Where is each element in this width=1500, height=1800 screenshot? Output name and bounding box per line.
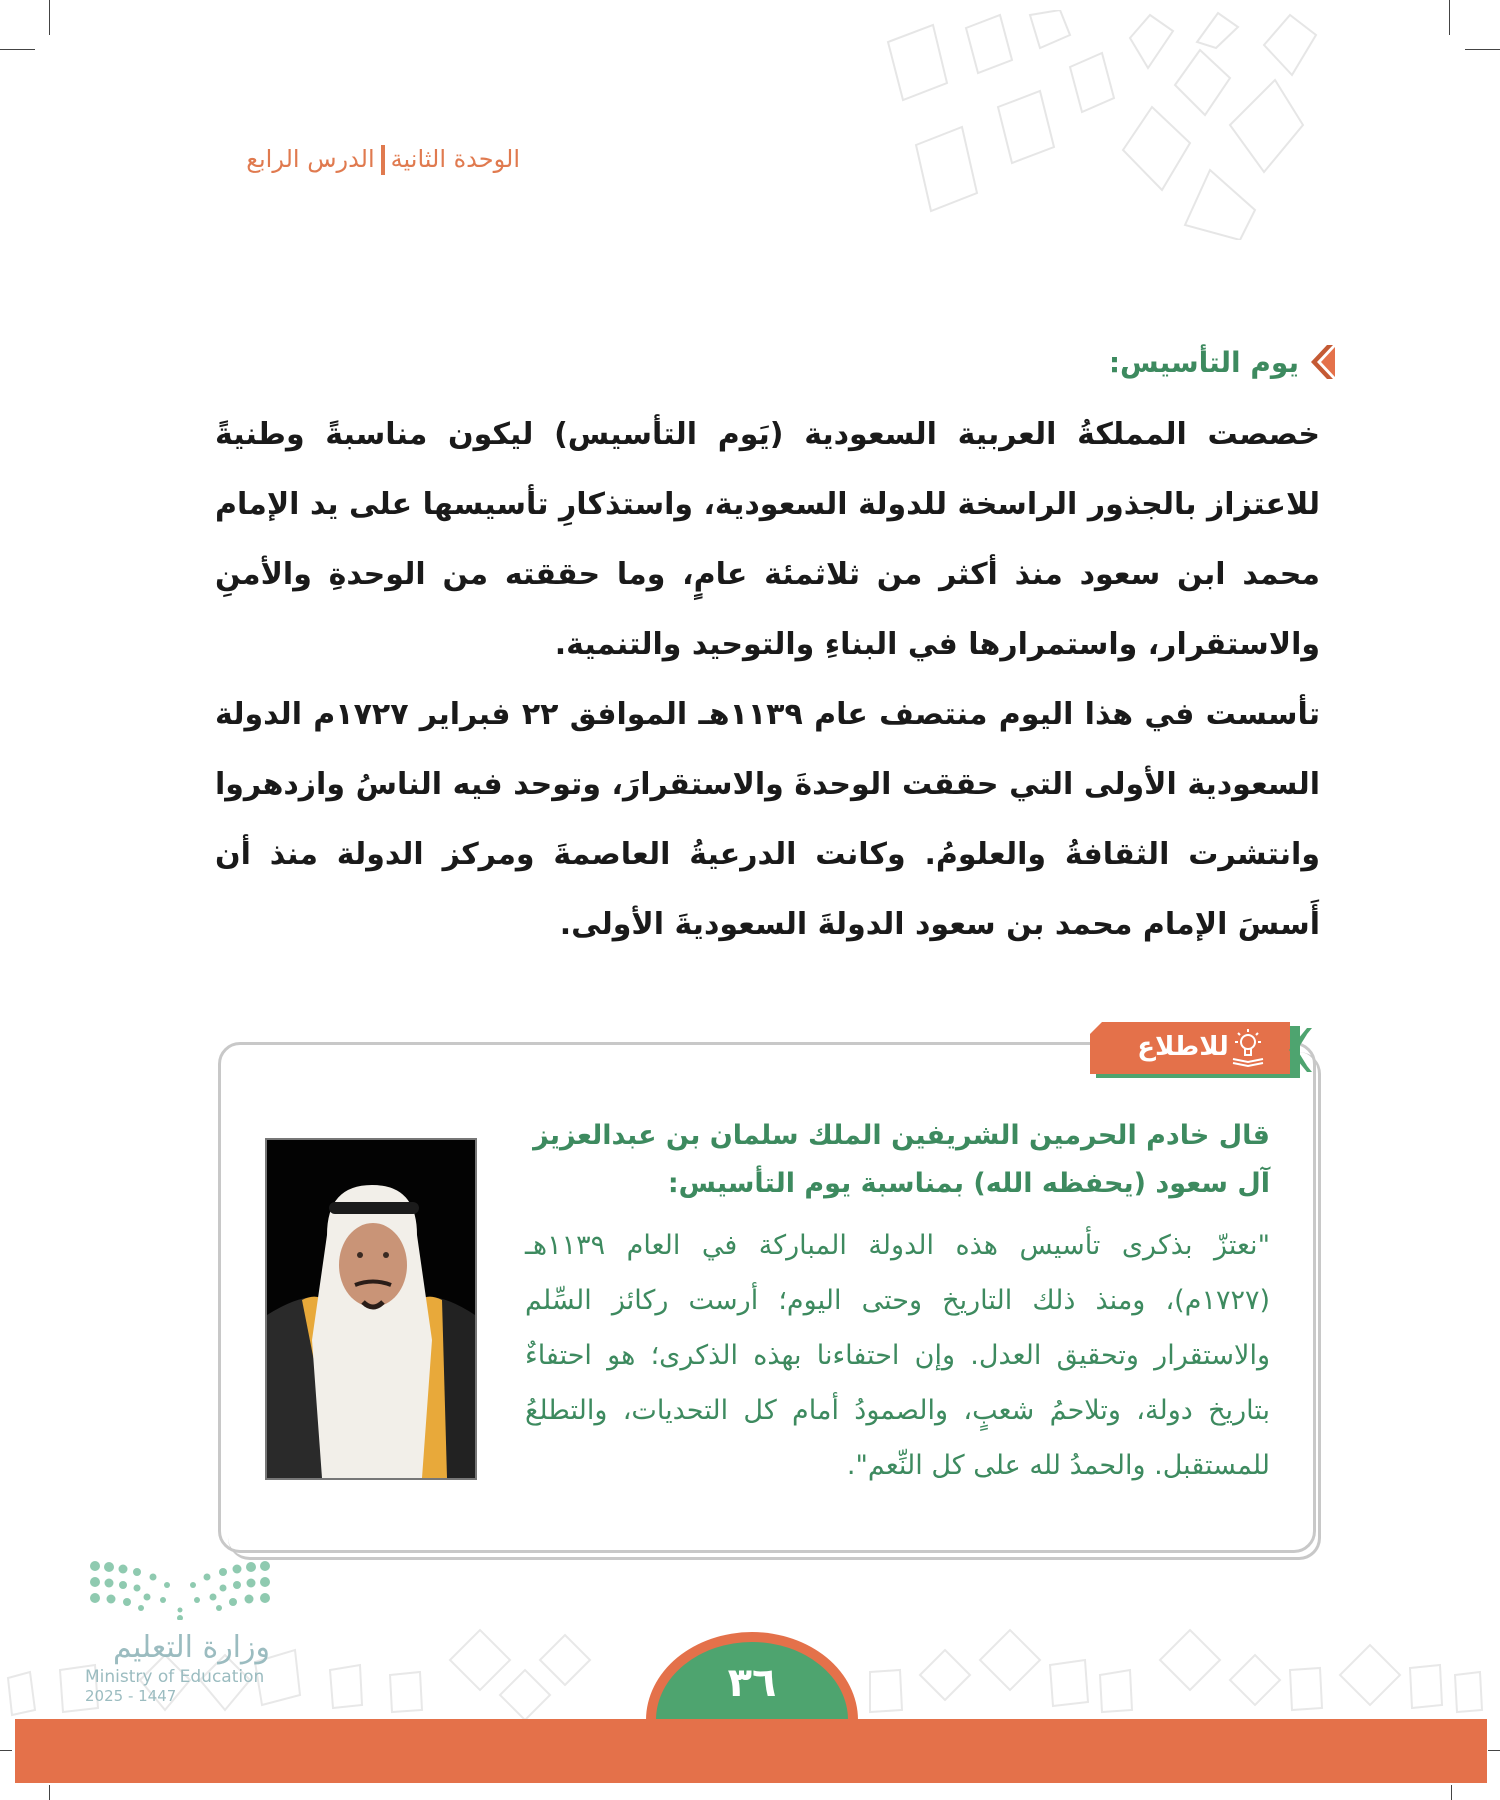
breadcrumb-unit: الوحدة الثانية: [390, 145, 520, 173]
quote-heading-line: قال خادم الحرمين الشريفين الملك سلمان بن عبدالعزيز: [533, 1120, 1270, 1151]
crop-mark: [1449, 0, 1450, 35]
crop-mark: [1451, 1785, 1452, 1800]
crop-mark: [49, 1785, 50, 1800]
breadcrumb-separator: [381, 145, 385, 175]
section-body: [215, 400, 1320, 960]
paragraph: تأسست في هذا اليوم منتصف عام ١١٣٩هـ الموافق ٢٢ فبراير ١٧٢٧م الدولة السعودية الأولى التي حققت الوحدةَ والاستقرارَ، وتوحد فيه الناسُ وازدهروا وانتشرت الثقافةُ والعلومُ. وكانت الدرعيةُ العاصمةَ ومركز الدولة منذ أن أَسسَ الإمام محمد بن سعود الدولةَ السعوديةَ الأولى.: [215, 697, 1320, 942]
info-box-tab: [1090, 1020, 1312, 1082]
quote-text: "نعتزّ بذكرى تأسيس هذه الدولة المباركة في العام ١١٣٩هـ (١٧٢٧م)، ومنذ ذلك التاريخ وحتى اليوم؛ أرست ركائز السِّلم والاستقرار وتحقيق العدل. وإن احتفاءنا بهذه الذكرى؛ هو احتفاءٌ بتاريخ دولة، وتلاحمُ شعبٍ، والصمودُ أمام كل التحديات، والتطلعُ للمستقبل. والحمدُ لله على كل النِّعم".: [525, 1230, 1270, 1481]
decorative-squares-pattern: [880, 10, 1440, 240]
quote-heading-line: آل سعود (يحفظه الله) بمناسبة يوم التأسيس:: [667, 1168, 1270, 1199]
footer-bar: [15, 1719, 1487, 1783]
crop-mark: [0, 1750, 12, 1751]
portrait-image: [265, 1138, 477, 1480]
ministry-logo: [85, 1560, 285, 1705]
crop-mark: [49, 0, 50, 35]
section-title: يوم التأسيس:: [1108, 345, 1299, 379]
section-heading: [1109, 343, 1335, 381]
crop-mark: [0, 49, 35, 50]
page-number: ٣٦: [727, 1660, 777, 1706]
ministry-name-english: Ministry of Education: [85, 1667, 265, 1687]
ministry-name-arabic: وزارة التعليم: [112, 1630, 270, 1665]
ministry-dots-icon: [85, 1560, 275, 1620]
breadcrumb: [200, 145, 520, 175]
breadcrumb-lesson: الدرس الرابع: [246, 145, 375, 173]
edition-year: 2025 - 1447: [85, 1687, 177, 1705]
paragraph: خصصت المملكةُ العربية السعودية (يَوم التأسيس) ليكون مناسبةً وطنيةً للاعتزاز بالجذور الراسخة للدولة السعودية، واستذكارِ تأسيسها على يد الإمام محمد ابن سعود منذ أكثر من ثلاثمئة عامٍ، وما حققته من الوحدةِ والأمنِ والاستقرار، واستمرارها في البناءِ والتوحيد والتنمية.: [215, 417, 1320, 662]
crop-mark: [1488, 1750, 1500, 1751]
portrait-illustration: [267, 1140, 475, 1478]
quote-heading: [530, 1112, 1270, 1208]
chevron-marker-icon: [1307, 343, 1335, 381]
crop-mark: [1465, 49, 1500, 50]
info-tab-label: للاطلاع: [1137, 1032, 1229, 1062]
